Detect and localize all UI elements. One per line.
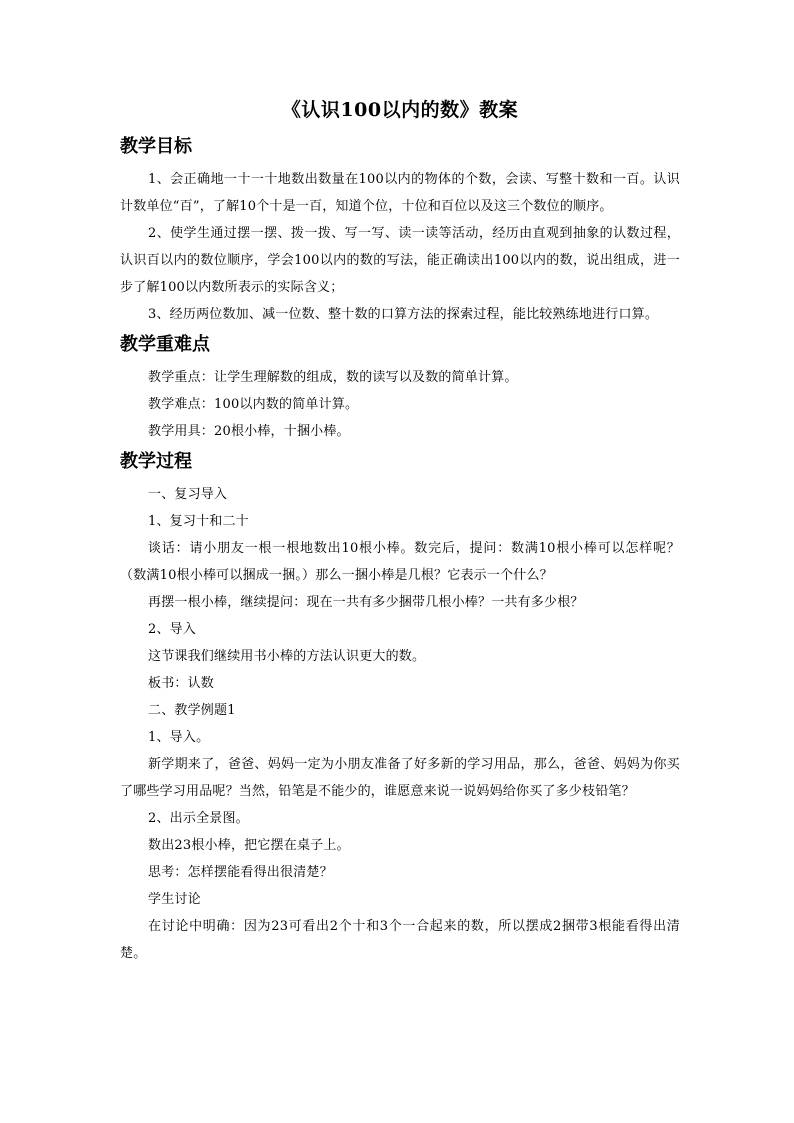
paragraph: 教学重点：让学生理解数的组成，数的读写以及数的简单计算。 xyxy=(148,370,518,385)
paragraph: 二、教学例题1 xyxy=(148,703,236,718)
paragraph: 2、导入 xyxy=(148,622,197,637)
paragraph: 思考：怎样摆能看得出很清楚？ xyxy=(148,865,333,880)
paragraph: 教学难点：100以内数的简单计算。 xyxy=(148,397,359,412)
paragraph: 一、复习导入 xyxy=(148,487,228,502)
paragraph: 新学期来了，爸爸、妈妈一定为小朋友准备了好多新的学习用品，那么，爸爸、妈妈为你买了哪些学习用品呢？当然，铅笔是不能少的，谁愿意来说一说妈妈给你买了多少枝铅笔？ xyxy=(120,757,680,799)
section-teaching-process xyxy=(120,449,680,967)
paragraph: 3、经历两位数加、减一位数、整十数的口算方法的探索过程，能比较熟练地进行口算。 xyxy=(148,307,659,322)
paragraph: 1、导入。 xyxy=(148,730,210,745)
paragraph: 数出23根小棒，把它摆在桌子上。 xyxy=(148,838,350,853)
section-heading: 教学重难点 xyxy=(120,334,210,355)
document-title: 《认识100以内的数》教案 xyxy=(281,99,519,121)
paragraph: 2、出示全景图。 xyxy=(148,811,249,826)
paragraph: 1、会正确地一十一十地数出数量在100以内的物体的个数，会读、写整十数和一百。认识计数单位“百”，了解10个十是一百，知道个位，十位和百位以及这三个数位的顺序。 xyxy=(120,172,680,214)
paragraph: 这节课我们继续用书小棒的方法认识更大的数。 xyxy=(148,649,426,664)
section-key-difficult-points xyxy=(120,332,680,445)
paragraph: 学生讨论 xyxy=(148,892,201,907)
paragraph: 谈话：请小朋友一根一根地数出10根小棒。数完后，提问：数满10根小棒可以怎样呢？（数满10根小棒可以捆成一捆。）那么一捆小棒是几根？它表示一个什么？ xyxy=(120,541,680,583)
paragraph: 1、复习十和二十 xyxy=(148,514,249,529)
paragraph: 再摆一根小棒，继续提问：现在一共有多少捆带几根小棒？一共有多少根？ xyxy=(148,595,584,610)
section-teaching-goals xyxy=(120,134,680,328)
paragraph: 2、使学生通过摆一摆、拨一拨、写一写、读一读等活动，经历由直观到抽象的认数过程，认识百以内的数位顺序，学会100以内的数的写法，能正确读出100以内的数，说出组成，进一步了解100以内数所表示的实际含义； xyxy=(120,226,680,295)
paragraph: 教学用具：20根小棒，十捆小棒。 xyxy=(148,424,350,439)
document-page xyxy=(120,96,680,971)
paragraph: 板书：认数 xyxy=(148,676,215,691)
paragraph: 在讨论中明确：因为23可看出2个十和3个一合起来的数，所以摆成2捆带3根能看得出清楚。 xyxy=(120,919,680,961)
section-heading: 教学目标 xyxy=(120,136,192,157)
section-heading: 教学过程 xyxy=(120,451,192,472)
